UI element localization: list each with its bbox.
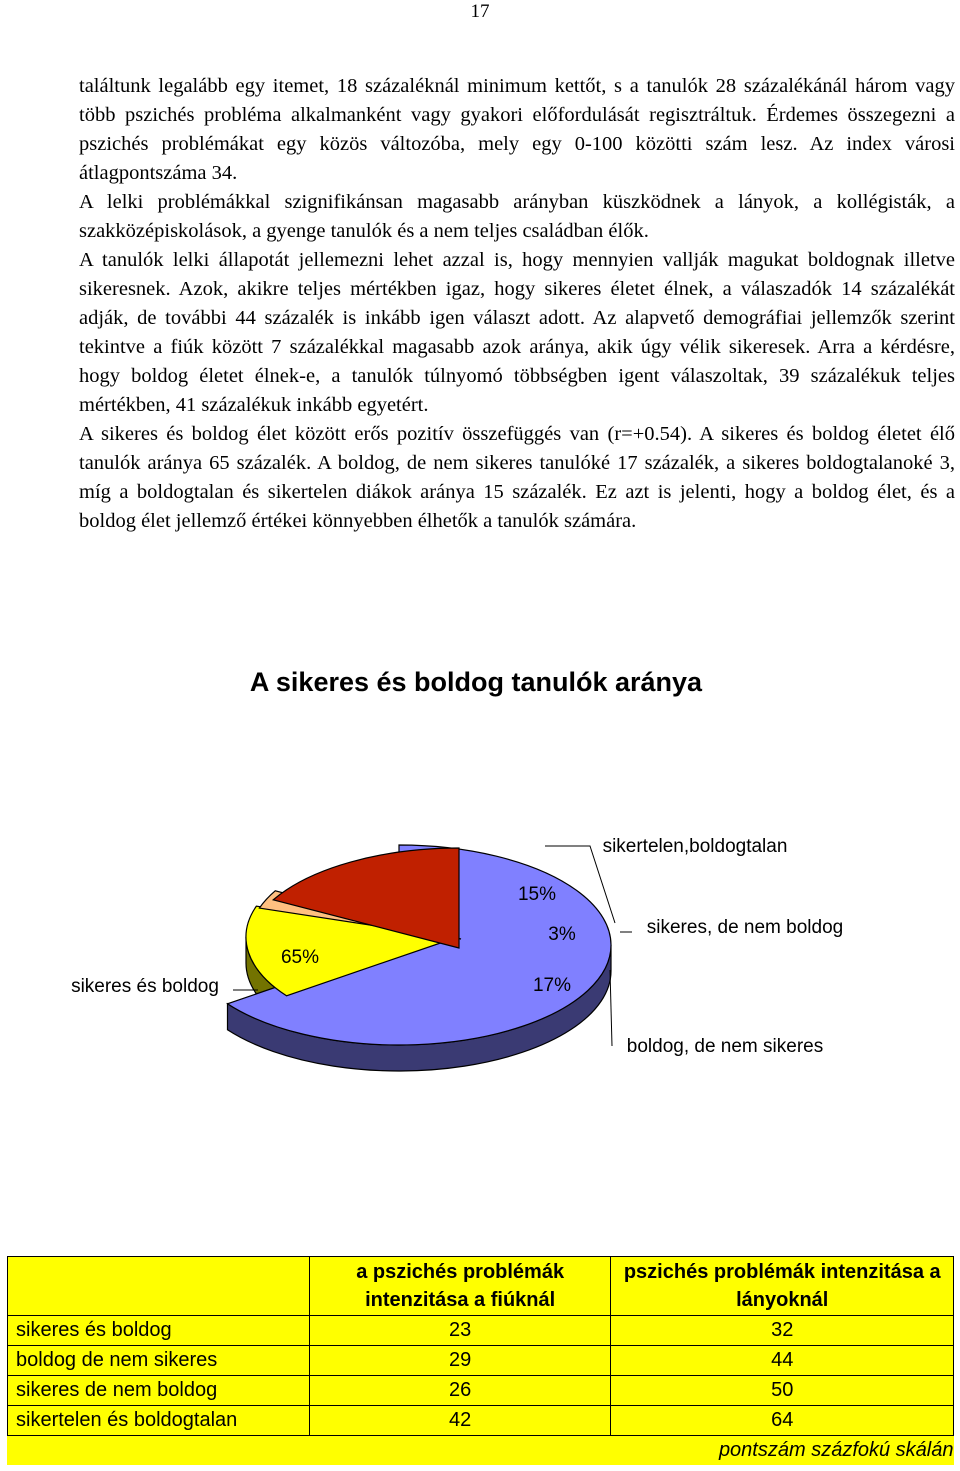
table-row: [8, 1346, 954, 1376]
row-label: sikeres de nem boldog: [8, 1376, 310, 1406]
table-footnote: pontszám százfokú skálán: [718, 1439, 954, 1461]
paragraph-4: A sikeres és boldog élet között erős pozitív összefüggés van (r=+0.54). A sikeres és boldog életet élő tanulók aránya 65 százalék. A boldog, de nem sikeres tanulóké 17 százalék, a sikeres boldogtalanoké 3, míg a boldogtalan és sikertelen diákok aránya 15 százalék. Ez azt is jelenti, hogy a boldog élet, és a boldog élet jellemző értékei könnyebben élhetők a tanulók számára.: [79, 423, 955, 532]
page-number: 17: [470, 1, 490, 22]
slice-label: sikeres és boldog: [71, 976, 219, 997]
pie-chart: [0, 820, 960, 1200]
table-header-boys: a pszichés problémák intenzitása a fiúknál: [309, 1257, 611, 1316]
table-header-girls: pszichés problémák intenzitása a lányoknál: [611, 1257, 954, 1316]
girls-value: 44: [611, 1346, 954, 1376]
table-row: [8, 1316, 954, 1346]
boys-value: 23: [309, 1316, 611, 1346]
boys-value: 29: [309, 1346, 611, 1376]
paragraph-1: találtunk legalább egy itemet, 18 százaléknál minimum kettőt, s a tanulók 28 százalékánál három vagy több pszichés probléma alkalmanként vagy gyakori előfordulását regisztráltuk. Érdemes összegezni a pszichés problémákat egy közös változóba, mely egy 0-100 közötti szám lesz. Az index városi átlagpontszáma 34.: [79, 75, 955, 184]
slice-label: sikeres, de nem boldog: [646, 917, 844, 938]
slice-label: boldog, de nem sikeres: [626, 1036, 824, 1057]
table-footnote-row: [8, 1436, 954, 1466]
girls-value: 50: [611, 1376, 954, 1406]
paragraph-3: A tanulók lelki állapotát jellemezni lehet azzal is, hogy mennyien vallják magukat boldognak illetve sikeresnek. Azok, akikre teljes mértékben igaz, hogy sikeres életet élnek, a válaszadók 14 százalékát adják, de további 44 százalék is inkább igen választ adott. Az alapvető demográfiai jellemzők szerint tekintve a fiúk között 7 százalékkal magasabb azok aránya, akik úgy vélik sikeresek. Arra a kérdésre, hogy boldog életet élnek-e, a tanulók túlnyomó többségben igent válaszoltak, 39 százalékuk teljes mértékben, 41 százalékuk inkább egyetért.: [79, 249, 955, 416]
slice-value-label: 3%: [548, 924, 576, 945]
row-label: sikertelen és boldogtalan: [8, 1406, 310, 1436]
boys-value: 26: [309, 1376, 611, 1406]
girls-value: 32: [611, 1316, 954, 1346]
body-text: [79, 72, 955, 536]
table-header-empty: [8, 1257, 310, 1316]
chart-title: A sikeres és boldog tanulók aránya: [249, 667, 703, 697]
boys-value: 42: [309, 1406, 611, 1436]
slice-label: sikertelen,boldogtalan: [602, 836, 788, 857]
row-label: sikeres és boldog: [8, 1316, 310, 1346]
paragraph-2: A lelki problémákkal szignifikánsan magasabb arányban küszködnek a lányok, a kollégisták, a szakközépiskolások, a gyenge tanulók és a nem teljes családban élők.: [79, 191, 955, 242]
table-row: [8, 1376, 954, 1406]
row-label: boldog de nem sikeres: [8, 1346, 310, 1376]
slice-value-label: 15%: [517, 884, 557, 905]
table-header-row: [8, 1257, 954, 1316]
girls-value: 64: [611, 1406, 954, 1436]
slice-value-label: 65%: [280, 947, 320, 968]
table-row: [8, 1406, 954, 1436]
slice-value-label: 17%: [532, 975, 572, 996]
data-table: [7, 1256, 954, 1465]
leader-line: [610, 970, 612, 1046]
